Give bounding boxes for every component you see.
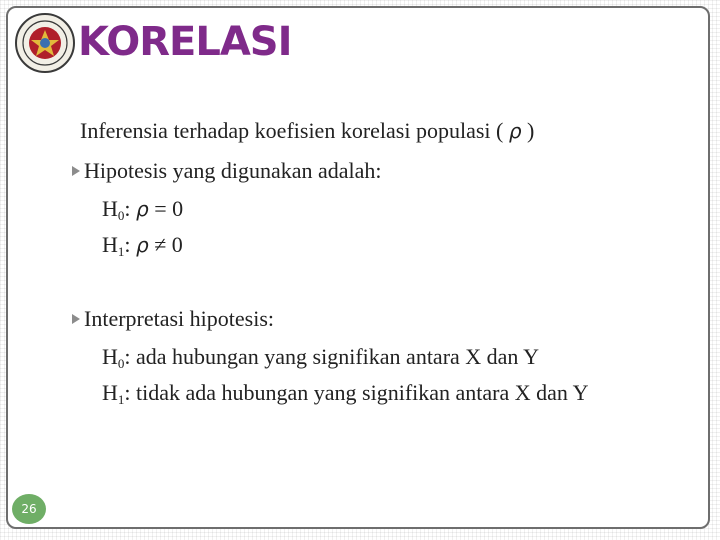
interpretation-heading: Interpretasi hipotesis:: [84, 306, 275, 331]
bullet-interpretation: [72, 308, 274, 330]
bullet-hypothesis: [72, 160, 382, 182]
interpretation-h1: $H_1$: tidak ada hubungan yang signifikan antara X dan Y: [102, 380, 589, 407]
bullet-icon: [72, 166, 80, 176]
bullet-icon: [72, 314, 80, 324]
intro-close: ): [527, 118, 535, 143]
interpretation-h0: $H_0$: ada hubungan yang signifikan antara X dan Y: [102, 344, 540, 371]
university-seal-icon: [14, 12, 76, 74]
intro-line: [80, 120, 534, 142]
hypothesis-h1: $H_1$: ρ ≠ 0: [102, 232, 183, 259]
slide-frame: [6, 6, 710, 529]
hypothesis-h0: $H_0$: ρ = 0: [102, 196, 184, 223]
page-number-badge: 26: [12, 494, 46, 524]
intro-text: Inferensia terhadap koefisien korelasi populasi (: [80, 118, 504, 143]
rho-symbol: ρ: [136, 233, 149, 257]
rho-symbol: ρ: [136, 197, 149, 221]
slide-title: KORELASI: [78, 19, 292, 65]
rho-symbol: ρ: [508, 119, 522, 143]
hypothesis-heading: Hipotesis yang digunakan adalah:: [84, 158, 382, 183]
